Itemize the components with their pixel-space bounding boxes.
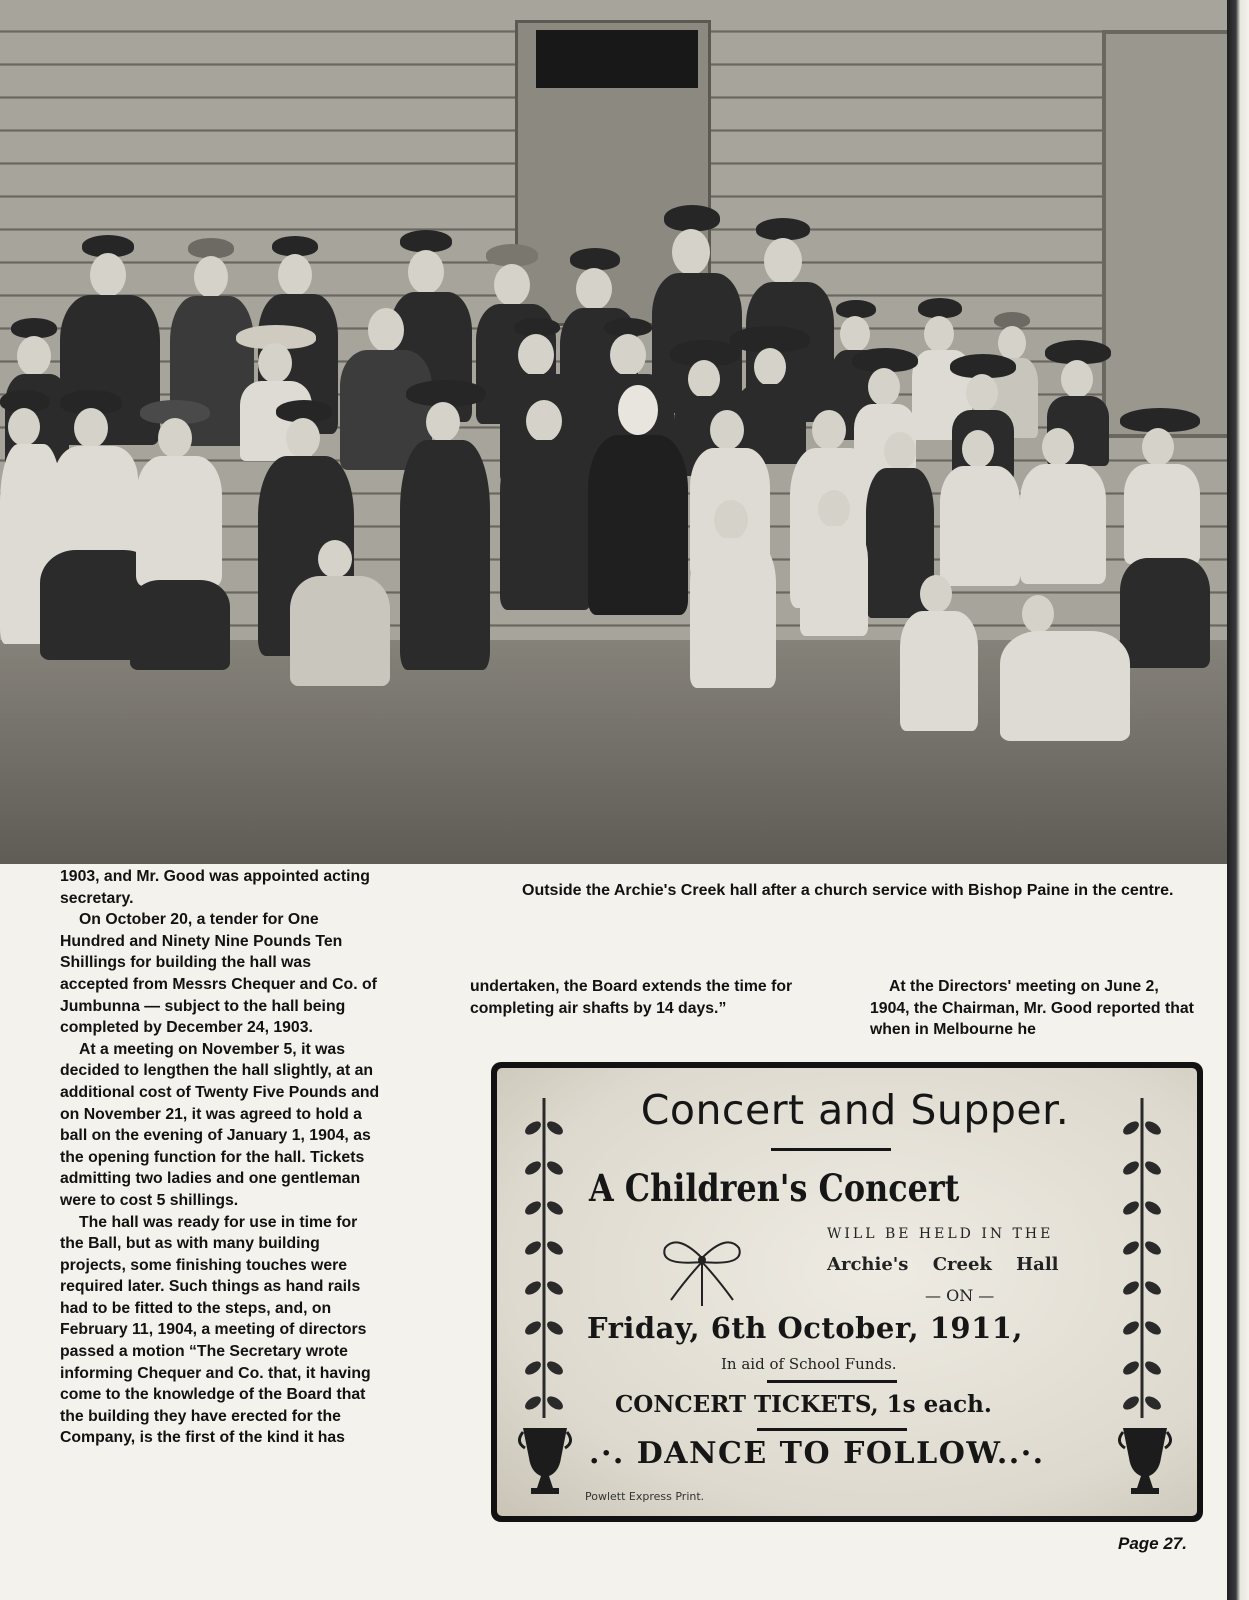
poster-rule [771,1148,891,1151]
door-transom-window [536,30,698,88]
paragraph: On October 20, a tender for One Hundred and Ninety Nine Pounds Ten Shillings for building the hall was accepted from Messrs Chequer and Co. of Jumbunna — subject to the hall being completed by December 24, 1903. [60,911,377,1037]
paragraph: undertaken, the Board extends the time for completing air shafts by 14 days.” [470,978,793,1017]
poster-held-line: WILL BE HELD IN THE [827,1226,1054,1242]
right-urn-ornament [1115,1418,1175,1496]
paragraph: The hall was ready for use in time for the Ball, but as with many building projects, some finishing touches were required later. Such things as hand rails had to be fitted to the steps, and, on February 11, 1904, a meeting of directors passed a motion “The Secretary wrote informing Chequer and Co. that, it having come to the knowledge of the Board that the building they have erected for the Company, is the first of the kind it has [60,1213,371,1447]
right-column-text [870,976,1198,1041]
poster-rule [767,1380,897,1383]
page-number: Page 27. [1118,1534,1187,1553]
left-vine-ornament [519,1098,569,1418]
left-urn-ornament [515,1418,575,1496]
paragraph: At a meeting on November 5, it was decided to lengthen the hall slightly, at an additional cost of Twenty Five Pounds and on November 21, it was agreed to hold a ball on the evening of January 1, 1904, as the opening function for the hall. Tickets admitting two ladies and one gentleman were to cost 5 shillings. [60,1040,380,1209]
hall-window [1102,30,1227,438]
poster-printer-credit: Powlett Express Print. [585,1490,705,1503]
poster-on-line: — ON — [925,1286,995,1305]
paragraph: At the Directors' meeting on June 2, 1904, the Chairman, Mr. Good reported that when in Melbourne he [870,978,1194,1039]
poster-date: Friday, 6th October, 1911, [587,1311,1024,1345]
right-vine-ornament [1117,1098,1167,1418]
poster-rule [757,1428,907,1431]
concert-poster [491,1062,1203,1522]
poster-tickets: CONCERT TICKETS, 1s each. [615,1391,992,1418]
poster-subtitle: A Children's Concert [589,1166,960,1210]
left-column-text [60,866,382,1449]
poster-dance-line: .·. DANCE TO FOLLOW..·. [589,1436,1045,1471]
poster-title: Concert and Supper. [640,1086,1070,1134]
poster-venue: Archie's Creek Hall [827,1254,1059,1275]
poster-aid-line: In aid of School Funds. [721,1355,897,1373]
paragraph: 1903, and Mr. Good was appointed acting secretary. [60,868,370,907]
photo-caption: Outside the Archie's Creek hall after a church service with Bishop Paine in the centre. [522,882,1174,899]
poster-card [497,1068,1197,1516]
ribbon-bow-ornament [657,1228,747,1308]
page-binding-edge [1227,0,1249,1600]
middle-column-text [470,976,800,1019]
